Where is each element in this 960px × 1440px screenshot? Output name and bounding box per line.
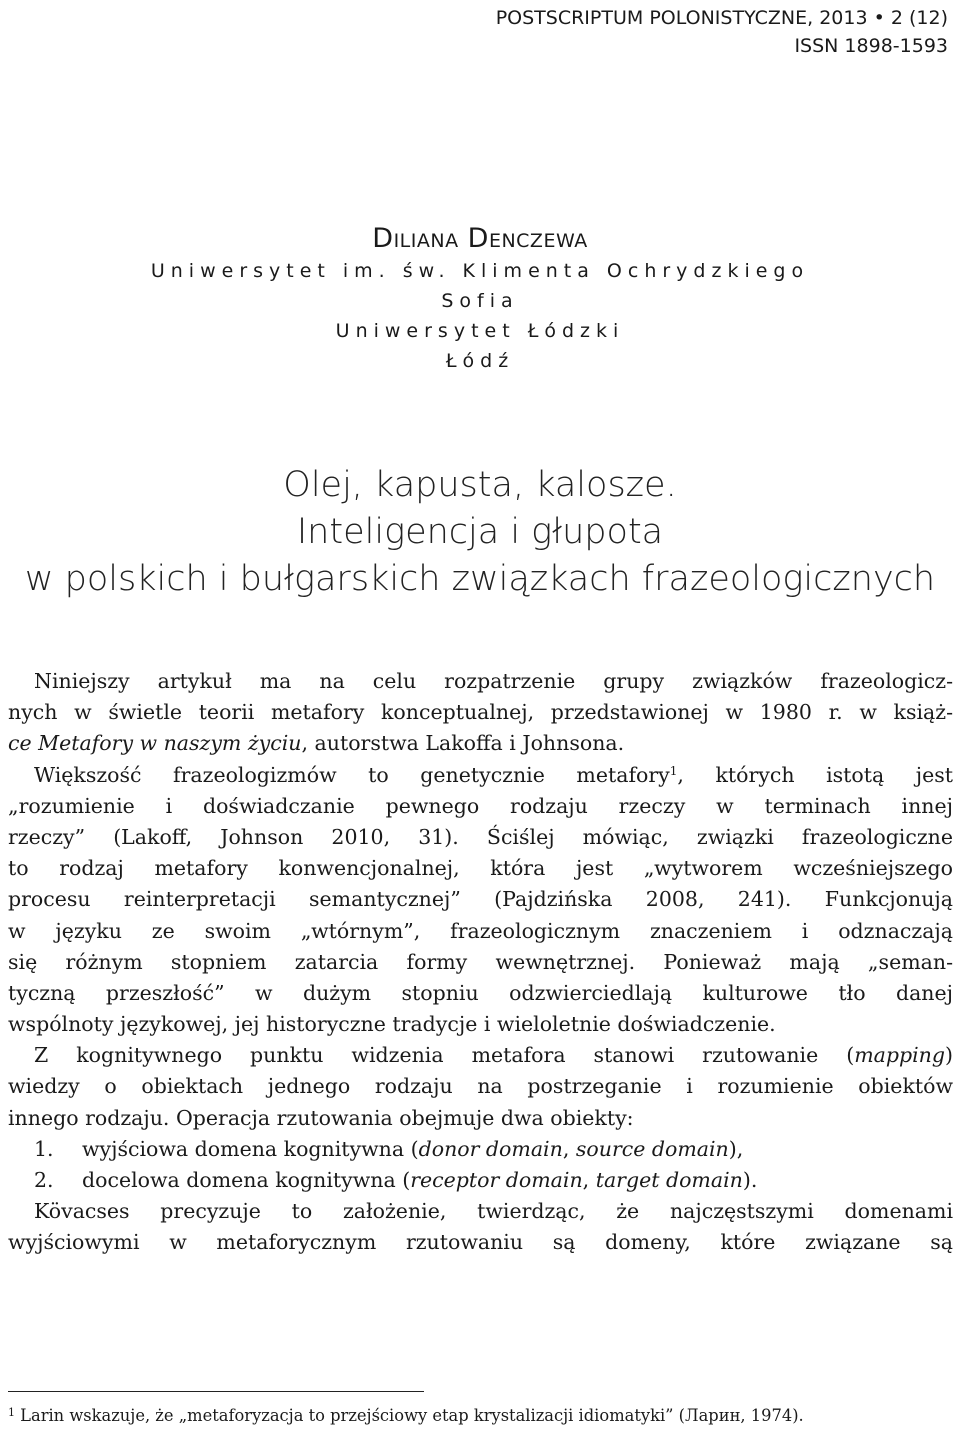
footnote xyxy=(8,1404,953,1428)
author-block xyxy=(0,222,960,376)
body-line: procesu reinterpretacji semantycznej” (Pajdzińska 2008, 241). Funkcjonują xyxy=(8,887,953,912)
journal-issn: ISSN 1898-1593 xyxy=(794,35,948,57)
author-name: Diliana Denczewa xyxy=(372,223,588,254)
body-line: Niniejszy artykuł ma na celu rozpatrzenie grupy związków frazeologicz- xyxy=(34,669,953,693)
body-line: się różnym stopniem zatarcia formy wewnętrznej. Ponieważ mają „seman- xyxy=(8,949,953,974)
body-line: nych w świetle teorii metafory konceptualnej, przedstawionej w 1980 r. w książ- xyxy=(8,700,953,725)
book-title: ce Metafory w naszym życiu xyxy=(8,731,302,756)
title-line: Inteligencja i głupota xyxy=(296,512,664,552)
body-line: „rozumienie i doświadczanie pewnego rodzaju rzeczy w terminach innej xyxy=(8,793,953,818)
list-item: 2. docelowa domena kognitywna (receptor domain, target domain). xyxy=(8,1165,953,1196)
footnote-text: Larin wskazuje, że „metaforyzacja to przejściowy etap krystalizacji idiomatyki” (Ларин, 1974). xyxy=(15,1406,804,1425)
list-item-number: 2. xyxy=(34,1168,54,1192)
footnote-reference[interactable]: 1 xyxy=(669,763,678,778)
journal-title: POSTSCRIPTUM POLONISTYCZNE, 2013 • 2 (12) xyxy=(495,7,948,29)
body-line: rzeczy” (Lakoff, Johnson 2010, 31). Ściślej mówiąc, związki frazeologiczne xyxy=(8,824,953,849)
body-line: w języku ze swoim „wtórnym”, frazeologicznym znaczeniem i odznaczają xyxy=(8,918,953,943)
affiliation-university-lodz: Uniwersytet Łódzki xyxy=(335,320,625,342)
footnote-divider xyxy=(8,1391,424,1392)
article-body xyxy=(8,666,953,1259)
body-line: Kövacses precyzuje to założenie, twierdząc, że najczęstszymi domenami xyxy=(34,1199,953,1224)
body-line: Większość frazeologizmów to genetycznie metafory$^1$, których istotą jest xyxy=(34,762,953,787)
body-line: tyczną przeszłość” w dużym stopniu odzwierciedlają kulturowe tło danej xyxy=(8,980,953,1005)
term-italic: mapping xyxy=(854,1043,945,1068)
list-item: 1. wyjściowa domena kognitywna (donor domain, source domain), xyxy=(8,1134,953,1165)
affiliation-university-sofia: Uniwersytet im. św. Klimenta Ochrydzkiego xyxy=(150,260,810,282)
affiliation-city-sofia: Sofia xyxy=(441,290,519,312)
body-line: Z kognitywnego punktu widzenia metafora stanowi rzutowanie (mapping) xyxy=(34,1043,953,1068)
list-item-number: 1. xyxy=(34,1136,54,1161)
body-line: innego rodzaju. Operacja rzutowania obejmuje dwa obiekty: xyxy=(8,1105,634,1130)
footnote-number: 1 xyxy=(8,1406,15,1419)
title-line: w polskich i bułgarskich związkach frazeologicznych xyxy=(24,559,936,599)
article-title xyxy=(0,462,960,603)
body-line: ce Metafory w naszym życiu, autorstwa Lakoffa i Johnsona. xyxy=(8,731,625,756)
body-line: to rodzaj metafory konwencjonalnej, która jest „wytworem wcześniejszego xyxy=(8,856,953,881)
body-line: wspólnoty językowej, jej historyczne tradycje i wieloletnie doświadczenie. xyxy=(8,1012,776,1037)
affiliation-city-lodz: Łódź xyxy=(445,350,515,372)
body-line: wyjściowymi w metaforycznym rzutowaniu są domeny, które związane są xyxy=(8,1230,953,1255)
body-line: wiedzy o obiektach jednego rodzaju na postrzeganie i rozumienie obiektów xyxy=(8,1074,953,1099)
journal-header xyxy=(496,4,948,60)
title-line: Olej, kapusta, kalosze. xyxy=(283,465,677,505)
